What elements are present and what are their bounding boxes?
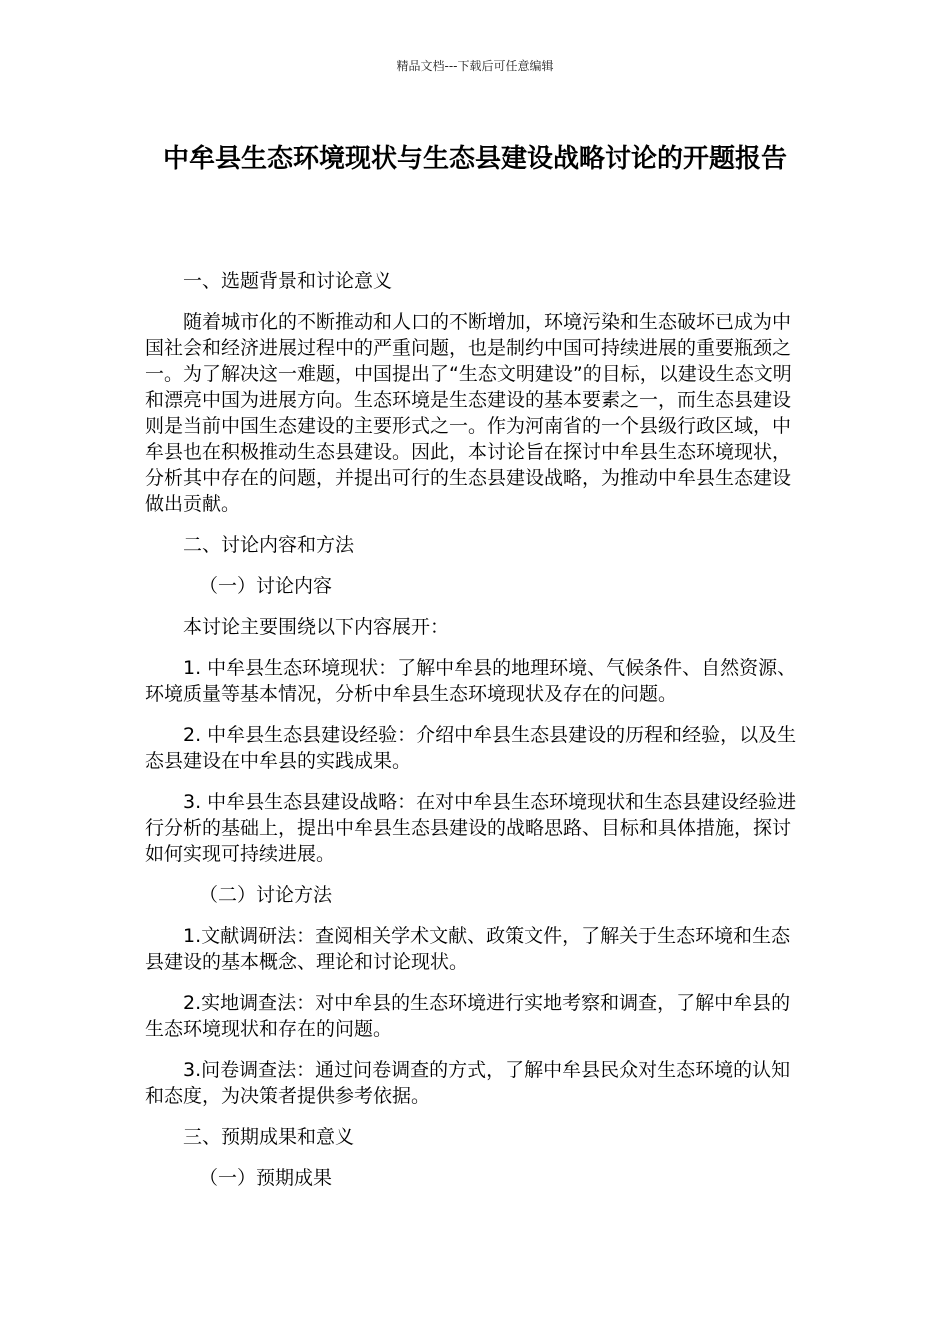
content-intro: 本讨论主要围绕以下内容展开： (183, 616, 450, 638)
subsection-heading-results: （一）预期成果 (199, 1167, 333, 1189)
section-heading-1: 一、选题背景和讨论意义 (183, 270, 393, 292)
method-item-2: 2.实地调查法：对中牟县的生态环境进行实地考察和调查，了解中牟县的生态环境现状和存在的问题。 (145, 992, 791, 1040)
section-heading-3: 三、预期成果和意义 (183, 1126, 355, 1148)
document-body (145, 268, 800, 1206)
section-heading-2: 二、讨论内容和方法 (183, 534, 355, 556)
content-item-1: 1. 中牟县生态环境现状：了解中牟县的地理环境、气候条件、自然资源、环境质量等基本情况，分析中牟县生态环境现状及存在的问题。 (145, 657, 797, 705)
content-item-3: 3. 中牟县生态县建设战略：在对中牟县生态环境现状和生态县建设经验进行分析的基础上，提出中牟县生态县建设的战略思路、目标和具体措施，探讨如何实现可持续进展。 (145, 791, 797, 865)
header-note: 精品文档---下载后可任意编辑 (396, 59, 554, 73)
method-item-1: 1.文献调研法：查阅相关学术文献、政策文件，了解关于生态环境和生态县建设的基本概念、理论和讨论现状。 (145, 925, 791, 973)
method-item-3: 3.问卷调查法：通过问卷调查的方式，了解中牟县民众对生态环境的认知和态度，为决策者提供参考依据。 (145, 1059, 791, 1107)
content-item-2: 2. 中牟县生态县建设经验：介绍中牟县生态县建设的历程和经验，以及生态县建设在中牟县的实践成果。 (145, 724, 797, 772)
subsection-heading-content: （一）讨论内容 (199, 575, 333, 597)
background-paragraph: 随着城市化的不断推动和人口的不断增加，环境污染和生态破坏已成为中国社会和经济进展过程中的严重问题，也是制约中国可持续进展的重要瓶颈之一。为了解决这一难题，中国提出了“生态文明建设”的目标，以建设生态文明和漂亮中国为进展方向。生态环境是生态建设的基本要素之一，而生态县建设则是当前中国生态建设的主要形式之一。作为河南省的一个县级行政区域，中牟县也在积极推动生态县建设。因此，本讨论旨在探讨中牟县生态环境现状，分析其中存在的问题，并提出可行的生态县建设战略，为推动中牟县生态建设做出贡献。 (145, 311, 792, 515)
subsection-heading-method: （二）讨论方法 (199, 884, 333, 906)
document-title: 中牟县生态环境现状与生态县建设战略讨论的开题报告 (162, 144, 787, 174)
